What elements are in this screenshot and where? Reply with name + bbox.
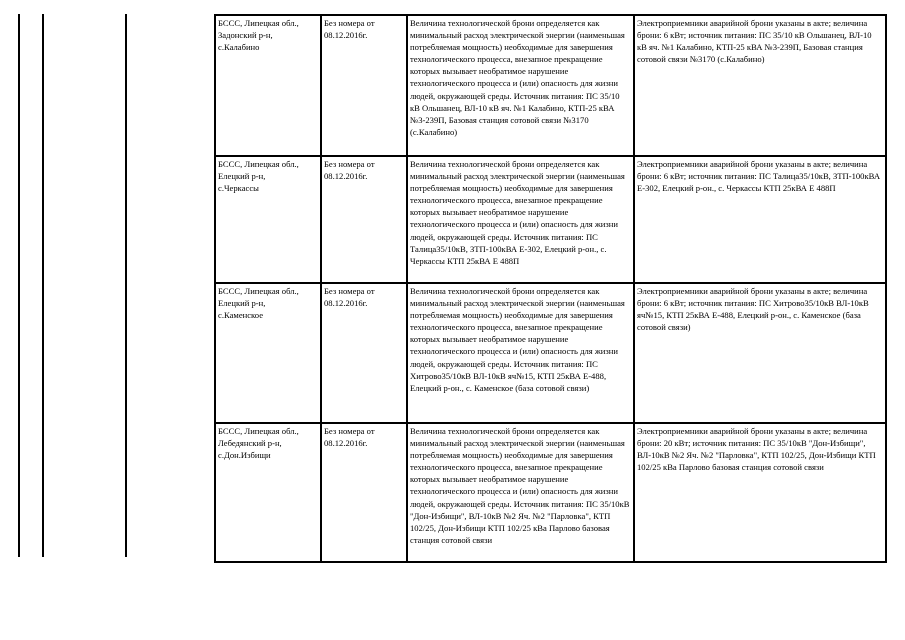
consumer-location-cell: БССС, Липецкая обл., Лебедянский р-н, с.Дон.Избищи [215,423,321,562]
technological-reserve-cell: Величина технологической брони определяется как минимальный расход электрической энергии (наименьшая потребляемая мощность) необходимые для завершения технологического процесса, внезапное прекращение которых вызывает необратимое нарушение технологического процесса и (или) опасность для жизни людей, окружающей среды. Источник питания: ПС 35/10 кВ Ольшанец, ВЛ-10 кВ яч. №1 Калабино, КТП-25 кВА №3-239П, Базовая станция сотовой связи №3170 (с.Калабино) [407,15,634,156]
table-row [215,283,886,423]
emergency-reserve-cell: Электроприемники аварийной брони указаны в акте; величина брони: 20 кВт; источник питания: ПС 35/10кВ "Дон-Избищи", ВЛ-10кВ №2 Яч. №2 "Парловка", КТП 102/25, Дон-Избищи КТП 102/25 кВа Парлово базовая станция сотовой связи [634,423,886,562]
left-column-border-2 [42,14,44,557]
table-row [215,15,886,156]
act-number-cell: Без номера от 08.12.2016г. [321,283,407,423]
left-column-border-1 [18,14,20,557]
emergency-reserve-cell: Электроприемники аварийной брони указаны в акте; величина брони: 6 кВт; источник питания: ПС 35/10 кВ Ольшанец, ВЛ-10 кВ яч. №1 Калабино, КТП-25 кВА №3-239П, Базовая станция сотовой связи №3170 (с.Калабино) [634,15,886,156]
consumer-location-cell: БССС, Липецкая обл., Елецкий р-н, с.Черкассы [215,156,321,283]
act-number-cell: Без номера от 08.12.2016г. [321,15,407,156]
reservation-table [214,14,887,563]
table-row [215,423,886,562]
emergency-reserve-cell: Электроприемники аварийной брони указаны в акте; величина брони: 6 кВт; источник питания: ПС Талица35/10кВ, ЗТП-100кВА Е-302, Елецкий р-он., с. Черкассы КТП 25кВА Е 488П [634,156,886,283]
emergency-reserve-cell: Электроприемники аварийной брони указаны в акте; величина брони: 6 кВт; источник питания: ПС Хитрово35/10кВ ВЛ-10кВ яч№15, КТП 25кВА Е-488, Елецкий р-он., с. Каменское (база сотовой связи) [634,283,886,423]
table-row [215,156,886,283]
technological-reserve-cell: Величина технологической брони определяется как минимальный расход электрической энергии (наименьшая потребляемая мощность) необходимые для завершения технологического процесса, внезапное прекращение которых вызывает необратимое нарушение технологического процесса и (или) опасность для жизни людей, окружающей среды. Источник питания: ПС 35/10кВ "Дон-Избищи", ВЛ-10кВ №2 Яч. №2 "Парловка", КТП 102/25, Дон-Избищи КТП 102/25 кВа Парлово базовая станция сотовой связи [407,423,634,562]
technological-reserve-cell: Величина технологической брони определяется как минимальный расход электрической энергии (наименьшая потребляемая мощность) необходимые для завершения технологического процесса, внезапное прекращение которых вызывает необратимое нарушение технологического процесса и (или) опасность для жизни людей, окружающей среды. Источник питания: ПС Хитрово35/10кВ ВЛ-10кВ яч№15, КТП 25кВА Е-488, Елецкий р-он., с. Каменское (база сотовой связи) [407,283,634,423]
act-number-cell: Без номера от 08.12.2016г. [321,156,407,283]
left-column-border-3 [125,14,127,557]
technological-reserve-cell: Величина технологической брони определяется как минимальный расход электрической энергии (наименьшая потребляемая мощность) необходимые для завершения технологического процесса, внезапное прекращение которых вызывает необратимое нарушение технологического процесса и (или) опасность для жизни людей, окружающей среды. Источник питания: ПС Талица35/10кВ, ЗТП-100кВА Е-302, Елецкий р-он., с. Черкассы КТП 25кВА Е 488П [407,156,634,283]
act-number-cell: Без номера от 08.12.2016г. [321,423,407,562]
consumer-location-cell: БССС, Липецкая обл., Елецкий р-н, с.Каменское [215,283,321,423]
consumer-location-cell: БССС, Липецкая обл., Задонский р-н, с.Калабино [215,15,321,156]
